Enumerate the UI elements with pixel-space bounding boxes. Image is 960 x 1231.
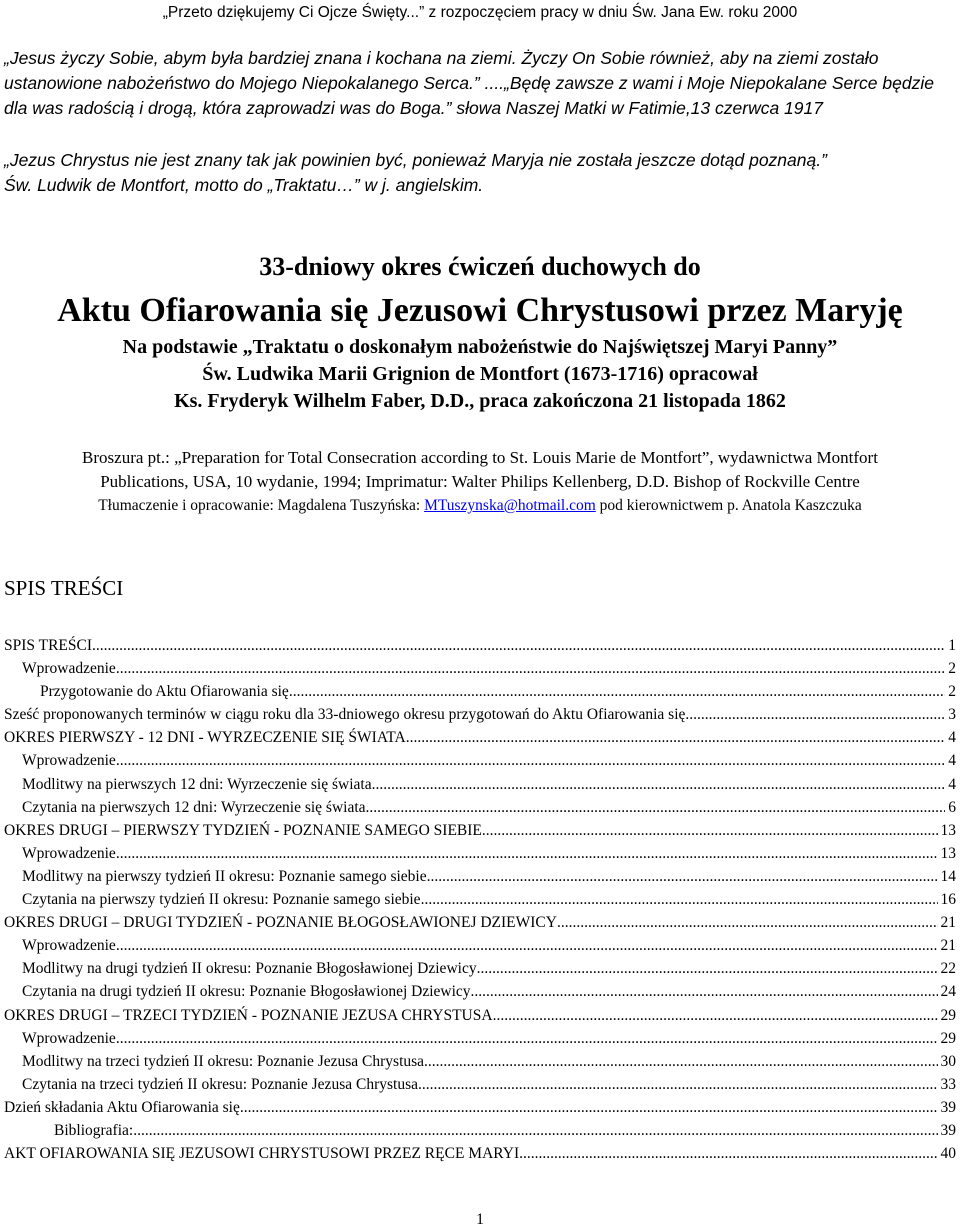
toc-entry-page: 21: [940, 937, 956, 955]
toc-entry-page: 29: [940, 1006, 956, 1024]
toc-entry-page: 13: [940, 844, 956, 862]
toc-entry[interactable]: [4, 957, 956, 980]
publication-line-1: Broszura pt.: „Preparation for Total Consecration according to St. Louis Marie de Montfort”, wydawnictwa Montfort: [82, 448, 878, 467]
toc-entry-label: Czytania na pierwszych 12 dni: Wyrzeczenie się świata: [22, 798, 366, 816]
email-link[interactable]: MTuszynska@hotmail.com: [424, 497, 596, 514]
toc-entry-page: 39: [940, 1098, 956, 1116]
toc-entry[interactable]: [4, 657, 956, 680]
publication-info: [0, 446, 960, 518]
toc-dot-leader: [116, 1027, 938, 1050]
toc-dot-leader: [424, 1050, 937, 1073]
toc-dot-leader: [289, 680, 945, 703]
toc-dot-leader: [427, 865, 938, 888]
title-line-3: Na podstawie „Traktatu o doskonałym nabożeństwie do Najświętszej Maryi Panny”: [122, 336, 838, 358]
title-line-4: Św. Ludwika Marii Grignion de Montfort (1673-1716) opracował: [202, 363, 758, 385]
toc-dot-leader: [92, 634, 945, 657]
toc-entry[interactable]: [4, 726, 956, 749]
toc-entry-page: 2: [948, 683, 956, 701]
toc-entry-page: 29: [940, 1029, 956, 1047]
toc-entry[interactable]: [4, 888, 956, 911]
toc-entry[interactable]: [4, 934, 956, 957]
toc-dot-leader: [519, 1142, 937, 1165]
toc-dot-leader: [116, 657, 945, 680]
toc-dot-leader: [482, 819, 938, 842]
toc-dot-leader: [366, 796, 946, 819]
toc-entry[interactable]: [4, 680, 956, 703]
toc-entry[interactable]: [4, 865, 956, 888]
toc-entry[interactable]: [4, 773, 956, 796]
toc-dot-leader: [133, 1119, 937, 1142]
toc-dot-leader: [557, 911, 938, 934]
toc-entry-label: OKRES DRUGI – TRZECI TYDZIEŃ - POZNANIE JEZUSA CHRYSTUSA: [4, 1006, 493, 1024]
translation-credit-prefix: Tłumaczenie i opracowanie: Magdalena Tuszyńska:: [98, 497, 425, 514]
publication-line-2: Publications, USA, 10 wydanie, 1994; Imprimatur: Walter Philips Kellenberg, D.D. Bishop of Rockville Centre: [100, 472, 860, 491]
page-number: 1: [476, 1211, 484, 1228]
title-block: [0, 246, 960, 415]
toc-entry-label: Czytania na drugi tydzień II okresu: Poznanie Błogosławionej Dziewicy: [22, 983, 471, 1001]
toc-entry[interactable]: [4, 749, 956, 772]
toc-entry-page: 21: [940, 914, 956, 932]
toc-entry-label: OKRES DRUGI – PIERWSZY TYDZIEŃ - POZNANIE SAMEGO SIEBIE: [4, 821, 482, 839]
toc-entry[interactable]: [4, 911, 956, 934]
toc-entry-page: 13: [940, 821, 956, 839]
toc-entry-label: OKRES PIERWSZY - 12 DNI - WYRZECZENIE SIĘ ŚWIATA: [4, 729, 406, 747]
table-of-contents: [4, 634, 956, 1165]
toc-entry-label: Wprowadzenie: [22, 844, 116, 862]
toc-entry-label: OKRES DRUGI – DRUGI TYDZIEŃ - POZNANIE BŁOGOSŁAWIONEJ DZIEWICY: [4, 914, 557, 932]
montfort-quote-text: „Jezus Chrystus nie jest znany tak jak powinien być, ponieważ Maryja nie została jeszcze dotąd poznaną.”: [4, 150, 827, 170]
toc-dot-leader: [471, 980, 938, 1003]
toc-entry[interactable]: [4, 819, 956, 842]
toc-dot-leader: [116, 842, 938, 865]
toc-entry-page: 6: [948, 798, 956, 816]
toc-entry-page: 22: [940, 960, 956, 978]
title-line-5: Ks. Fryderyk Wilhelm Faber, D.D., praca zakończona 21 listopada 1862: [174, 390, 786, 412]
toc-entry-label: Modlitwy na trzeci tydzień II okresu: Poznanie Jezusa Chrystusa: [22, 1052, 425, 1070]
toc-entry[interactable]: [4, 634, 956, 657]
toc-dot-leader: [685, 703, 945, 726]
toc-entry-label: SPIS TREŚCI: [4, 637, 93, 654]
montfort-quote-source: Św. Ludwik de Montfort, motto do „Traktatu…” w j. angielskim.: [4, 175, 484, 195]
toc-dot-leader: [116, 934, 938, 957]
toc-entry-label: Modlitwy na pierwszych 12 dni: Wyrzeczenie się świata: [22, 775, 372, 793]
toc-entry-page: 4: [948, 729, 956, 747]
toc-entry-page: 40: [940, 1145, 956, 1163]
toc-entry[interactable]: [4, 1004, 956, 1027]
toc-dot-leader: [406, 726, 946, 749]
toc-entry-page: 4: [948, 775, 956, 793]
toc-entry-label: Modlitwy na pierwszy tydzień II okresu: Poznanie samego siebie: [22, 867, 427, 885]
toc-entry-label: Czytania na pierwszy tydzień II okresu: Poznanie samego siebie: [22, 891, 421, 909]
page-header: „Przeto dziękujemy Ci Ojcze Święty...” z rozpoczęciem pracy w dniu Św. Jana Ew. roku 2000: [162, 4, 798, 21]
toc-entry-label: AKT OFIAROWANIA SIĘ JEZUSOWI CHRYSTUSOWI PRZEZ RĘCE MARYI: [4, 1145, 520, 1163]
translation-credit: [0, 494, 960, 518]
toc-entry-page: 16: [940, 891, 956, 909]
toc-entry[interactable]: [4, 796, 956, 819]
fatima-quote: „Jesus życzy Sobie, abym była bardziej znana i kochana na ziemi. Życzy On Sobie również, aby na ziemi zostało ustanowione nabożeństwo do Mojego Niepokalanego Serca.” ....„Będę zawsze z wami i Moje Niepokalane Serce będzie dla was radością i drogą, która zaprowadzi was do Boga.” słowa Naszej Matki w Fatimie,13 czerwca 1917: [4, 48, 934, 118]
toc-entry-page: 14: [940, 867, 956, 885]
toc-entry[interactable]: [4, 842, 956, 865]
main-title: Aktu Ofiarowania się Jezusowi Chrystusowi przez Maryję: [57, 292, 903, 329]
toc-entry-page: 24: [940, 983, 956, 1001]
toc-entry-label: Przygotowanie do Aktu Ofiarowania się: [40, 683, 289, 701]
toc-entry[interactable]: [4, 1119, 956, 1142]
toc-entry-page: 3: [948, 706, 956, 724]
toc-entry[interactable]: [4, 1096, 956, 1119]
toc-entry-label: Dzień składania Aktu Ofiarowania się: [4, 1098, 240, 1116]
toc-dot-leader: [372, 773, 946, 796]
toc-entry-label: Wprowadzenie: [22, 937, 116, 955]
toc-entry[interactable]: [4, 703, 956, 726]
toc-entry-page: 33: [940, 1075, 956, 1093]
toc-entry[interactable]: [4, 1073, 956, 1096]
toc-entry-label: Wprowadzenie: [22, 1029, 116, 1047]
title-line-1: 33-dniowy okres ćwiczeń duchowych do: [259, 252, 701, 281]
toc-entry-page: 30: [940, 1052, 956, 1070]
toc-entry-label: Sześć proponowanych terminów w ciągu roku dla 33-dniowego okresu przygotowań do Aktu Ofiarowania się: [4, 706, 686, 724]
toc-entry-label: Czytania na trzeci tydzień II okresu: Poznanie Jezusa Chrystusa: [22, 1075, 418, 1093]
toc-dot-leader: [240, 1096, 938, 1119]
toc-dot-leader: [493, 1004, 938, 1027]
toc-entry-page: 4: [948, 752, 956, 770]
toc-entry-label: Wprowadzenie: [22, 752, 116, 770]
toc-dot-leader: [477, 957, 938, 980]
toc-dot-leader: [418, 1073, 938, 1096]
toc-entry-label: Wprowadzenie: [22, 660, 116, 678]
toc-heading: SPIS TREŚCI: [4, 576, 124, 600]
translation-credit-suffix: pod kierownictwem p. Anatola Kaszczuka: [595, 497, 862, 514]
toc-entry-page: 39: [940, 1121, 956, 1139]
toc-entry[interactable]: [4, 980, 956, 1003]
toc-entry[interactable]: [4, 1027, 956, 1050]
toc-entry-page: 1: [948, 637, 956, 654]
toc-entry[interactable]: [4, 1050, 956, 1073]
toc-entry[interactable]: [4, 1142, 956, 1165]
toc-entry-page: 2: [948, 660, 956, 678]
toc-entry-label: Bibliografia:: [54, 1121, 134, 1139]
toc-dot-leader: [116, 749, 945, 772]
toc-dot-leader: [421, 888, 938, 911]
montfort-quote: [4, 148, 954, 198]
toc-entry-label: Modlitwy na drugi tydzień II okresu: Poznanie Błogosławionej Dziewicy: [22, 960, 477, 978]
